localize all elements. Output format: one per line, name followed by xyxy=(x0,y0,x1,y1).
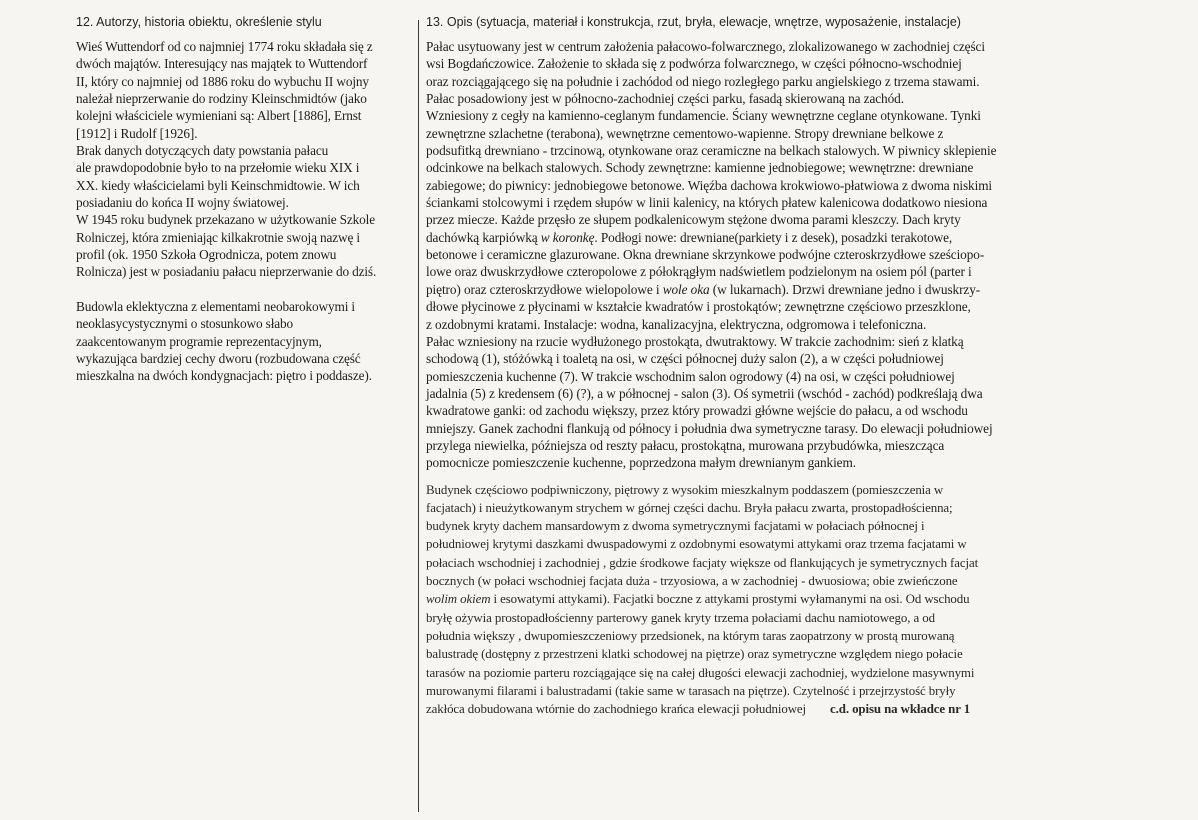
text-run: piętro) oraz czteroskrzydłowe wielopolowe i xyxy=(426,281,663,297)
text-run: zakłóca dobudowana wtórnie do zachodniego krańca elewacji południowej xyxy=(426,702,807,717)
text-line: neoklasycystycznymi o stosunkowo słabo xyxy=(76,316,293,332)
text-line: schodową (1), stóżówką i toaletą na osi, w części północnej duży salon (2), a w części południowej xyxy=(426,351,944,367)
text-line: posiadaniu do końca II wojny światowej. xyxy=(76,195,289,211)
text-line: przylega niewielka, późniejsza od reszty pałacu, prostokątna, murowana przybudówka, mieszcząca xyxy=(426,437,945,453)
text-line xyxy=(426,229,1136,246)
text-line: bryłę ożywia prostopadłościenny parterowy ganek kryty trzema połaciami dachu namiotowego, a od xyxy=(426,610,935,625)
text-line: należał nieprzerwanie do rodziny Kleinschmidtów (jako xyxy=(76,91,367,107)
text-line: budynek kryty dachem mansardowym z dwoma symetrycznymi facjatami w połaciach północnej i xyxy=(426,519,925,534)
text-line: ściankami stolcowymi i rzędem słupów w linii kalenicy, na których płatew kalenicowa dodatkowo niesiona xyxy=(426,195,988,211)
text-run: . Podłogi nowe: drewniane(parkiety i z desek), posadzki terakotowe, xyxy=(594,229,953,245)
text-line: kwadratowe ganki: od zachodu większy, przez który prowadzi główne wejście do pałacu, a od wschodu xyxy=(426,403,968,419)
text-line: dwóch majątów. Interesujący nas majątek to Wuttendorf xyxy=(76,56,368,72)
text-run: dachówką karpiówką xyxy=(426,229,541,245)
text-line: lowe oraz dwuskrzydłowe czteropolowe z półokrągłym nadświetlem podzielonym na osiem pól (parter i xyxy=(426,264,972,280)
text-line: [1912] i Rudolf [1926]. xyxy=(76,125,198,141)
italic-term: wolim okiem xyxy=(426,592,491,607)
text-line: odcinkowe na belkach stalowych. Schody zewnętrzne: kamienne jednobiegowe; wewnętrzne: drewniane xyxy=(426,160,974,176)
text-line: połaciach wschodniej i zachodniej , gdzie środkowe facjaty większe od flankujących je symetrycznych facjat xyxy=(426,555,979,570)
text-line: zaakcentowanym programie reprezentacyjnym, xyxy=(76,333,322,349)
text-line: Budynek częściowo podpiwniczony, piętrowy z wysokim mieszkalnym poddaszem (pomieszczenia w xyxy=(426,482,944,497)
text-line: betonowe i ceramiczne glazurowane. Okna drewniane skrzynkowe podwójne czteroskrzydłowe sześciopo- xyxy=(426,247,985,263)
style-paragraph xyxy=(76,298,416,385)
text-line xyxy=(426,590,1136,608)
text-line: XX. kiedy właścicielami byli Keinschmidtowie. W ich xyxy=(76,177,360,193)
text-line: zewnętrzne szlachetne (terabona), wewnętrzne cementowo-wapienne. Stropy drewniane belkowe z xyxy=(426,125,944,141)
section-13-description xyxy=(426,14,1136,718)
text-line: kolejni właściciele wymieniani są: Albert [1886], Ernst xyxy=(76,108,362,124)
text-line: Pałac usytuowany jest w centrum założenia pałacowo-folwarcznego, zlokalizowanego w zachodniej części xyxy=(426,39,985,54)
text-line: południa większy , dwupomieszczeniowy przedsionek, na którym taras zaopatrzony w prostą murowaną xyxy=(426,628,955,643)
text-line: dłowe płycinowe z płycinami w kształcie kwadratów i prostokątów; zewnętrzne częściowo przeszklone, xyxy=(426,299,971,315)
text-line: Rolnicza) jest w posiadaniu pałacu nieprzerwanie do dziś. xyxy=(76,264,377,280)
text-line xyxy=(426,281,1136,298)
text-line: jadalnia (5) z kredensem (6) (?), a w północnej - salon (3). Oś symetrii (wschód - zachód) podkreślają dwa xyxy=(426,385,983,401)
text-line: murowanymi filarami i balustradami (takie same w tarasach na piętrze). Czytelność i przejrzystość bryły xyxy=(426,683,956,698)
text-line: mniejszy. Ganek zachodni flankują od północy i południa dwa symetryczne tarasy. Do elewacji południowej xyxy=(426,420,993,436)
text-line: mieszkalna na dwóch kondygnacjach: piętro i poddasze). xyxy=(76,368,372,384)
massing-paragraph xyxy=(426,481,1136,719)
text-line: Rolniczej, która zmieniając kilkakrotnie swoją nazwę i xyxy=(76,229,360,245)
text-line: zabiegowe; do piwnicy: jednobiegowe betonowe. Więźba dachowa krokwiowo-płatwiowa z dwoma niskimi xyxy=(426,177,993,193)
text-line: z ozdobnymi kratami. Instalacje: wodna, kanalizacyjna, elektryczna, odgromowa i telefoniczna. xyxy=(426,316,927,332)
text-line: Pałac wzniesiony na rzucie wydłużonego prostokąta, dwutraktowy. W trakcie zachodnim: sień z klatką xyxy=(426,333,964,349)
text-line: Budowla eklektyczna z elementami neobarokowymi i xyxy=(76,298,355,314)
section-12-authors-history-style xyxy=(76,14,416,385)
text-run: (w lukarnach). Drzwi drewniane jedno i dwuskrzy- xyxy=(709,281,981,297)
text-line: Wzniesiony z cegły na kamienno-ceglanym fundamencie. Ściany wewnętrzne ceglane otynkowane. Tynki xyxy=(426,108,981,124)
text-line: pomocnicze pomieszczenie kuchenne, poprzedzona małym drewnianym gankiem. xyxy=(426,455,856,471)
text-line: facjatach) i nieużytkowanym strychem w górnej części dachu. Bryła pałacu zwarta, prostopadłościenna; xyxy=(426,500,953,515)
text-line: profil (ok. 1950 Szkoła Ogrodnicza, potem znowu xyxy=(76,247,337,263)
massing-description xyxy=(426,481,1136,719)
text-line: balustradę (dostępny z przestrzeni klatki schodowej na piętrze) oraz symetryczne względem niego połacie xyxy=(426,647,963,662)
text-line: Brak danych dotyczących daty powstania pałacu xyxy=(76,143,329,159)
italic-term: w koronkę xyxy=(540,229,595,245)
history-paragraph xyxy=(76,38,416,281)
text-line: wsi Bogdańczowice. Założenie to składa się z podwórza folwarcznego, w części północno-wschodniej xyxy=(426,56,962,72)
section-12-header: 12. Autorzy, historia obiektu, określenie stylu xyxy=(76,15,322,29)
text-line: podsufitką drewniano - trzcinową, otynkowane oraz ceramiczne na belkach stalowych. W piwnicy sklepienie xyxy=(426,143,997,159)
text-line: tarasów na poziomie parteru rozciągające się na całej długości elewacji zachodniej, wydzielone masywnymi xyxy=(426,665,975,680)
text-line: Pałac posadowiony jest w północno-zachodniej części parku, fasadą skierowaną na zachód. xyxy=(426,91,904,107)
text-line: pomieszczenia kuchenne (7). W trakcie wschodnim salon ogrodowy (4) na osi, w części południowej xyxy=(426,368,955,384)
text-line: ale prawdopodobnie było to na przełomie wieku XIX i xyxy=(76,160,360,176)
column-divider xyxy=(418,20,419,812)
text-line xyxy=(426,700,1136,718)
text-line: oraz rozciągającego się na południe i zachódod od niego rozległego parku angielskiego z trzema stawami. xyxy=(426,73,980,89)
text-line: wykazująca bardziej cechy dworu (rozbudowana część xyxy=(76,350,361,366)
text-line: bocznych (w połaci wschodniej facjata duża - trzyosiowa, a w zachodniej - dwuosiowa; obie zwieńczone xyxy=(426,574,958,589)
continuation-note: c.d. opisu na wkładce nr 1 xyxy=(830,702,971,717)
description-paragraph xyxy=(426,38,1136,472)
text-line: przez miecze. Każde przęsło ze słupem podkalenicowym stężone dwoma parami kleszczy. Dach kryty xyxy=(426,212,961,228)
text-line: II, który co najmniej od 1886 roku do wybuchu II wojny xyxy=(76,73,369,89)
text-run: i esowatymi attykami). Facjatki boczne z attykami prostymi wyłamanymi na osi. Od wschodu xyxy=(490,592,970,607)
section-13-header: 13. Opis (sytuacja, materiał i konstrukcja, rzut, bryła, elewacje, wnętrze, wyposażenie, instalacje) xyxy=(426,15,961,29)
text-line: południowej krytymi daszkami dwuspadowymi z ozdobnymi esowatymi attykami oraz trzema facjatami w xyxy=(426,537,967,552)
text-line: Wieś Wuttendorf od co najmniej 1774 roku składała się z xyxy=(76,39,373,54)
text-line: W 1945 roku budynek przekazano w użytkowanie Szkole xyxy=(76,212,375,228)
italic-term: wole oka xyxy=(662,281,710,297)
